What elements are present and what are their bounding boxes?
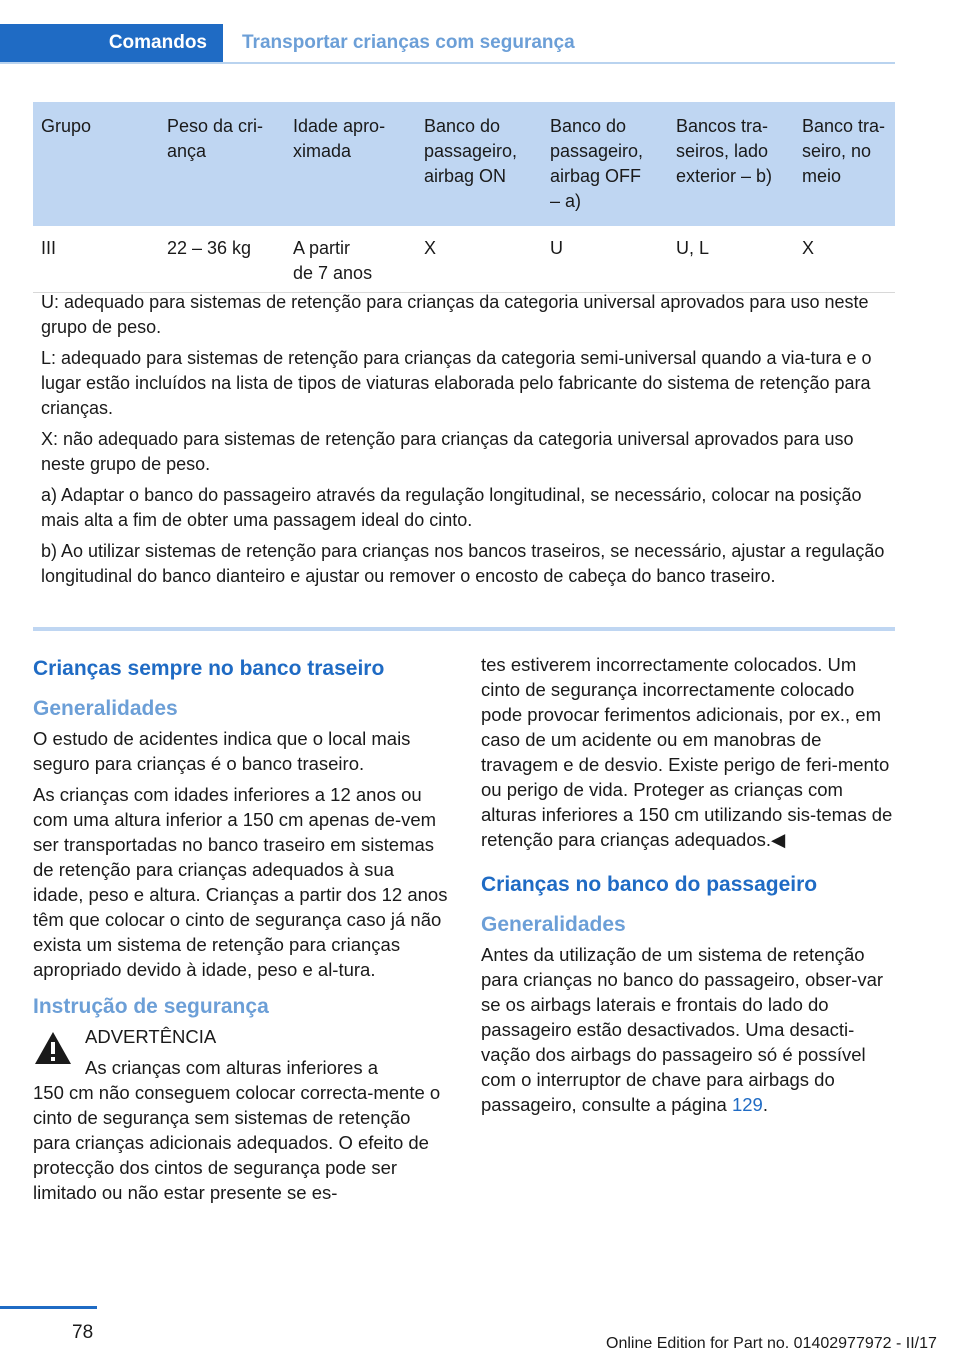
warning-text: 150 cm não conseguem colocar correcta-mente o cinto de segurança sem sistemas de retenção para crianças adicionais adequados. O efeito de protecção dos cintos de segurança pode ser limitado ou não estar presente se es-	[33, 1082, 441, 1203]
table-header-cell: Grupo	[33, 102, 159, 226]
warning-title: ADVERTÊNCIA	[85, 1026, 217, 1047]
subsection-title: Generalidades	[481, 913, 626, 936]
note-x: X: não adequado para sistemas de retenção para crianças da categoria universal aprovados para uso neste grupo de peso.	[41, 429, 854, 474]
paragraph	[481, 942, 897, 1117]
table-header-row	[33, 102, 895, 226]
section-title: Crianças no banco do passageiro	[481, 873, 818, 896]
table-header-cell: Peso da cri- ança	[159, 102, 285, 226]
page-link[interactable]: 129	[731, 1094, 763, 1115]
table-header-cell: Banco do passageiro, airbag ON	[416, 102, 542, 226]
table-header-cell: Bancos tra- seiros, lado exterior – b)	[668, 102, 794, 226]
warning-text-first-line: As crianças com alturas inferiores a	[85, 1057, 379, 1078]
paragraph: O estudo de acidentes indica que o local mais seguro para crianças é o banco traseiro.	[33, 728, 411, 774]
table-cell: U	[542, 226, 668, 293]
table-cell: A partir de 7 anos	[285, 226, 416, 293]
table-header-cell: Idade apro- ximada	[285, 102, 416, 226]
page-number: 78	[72, 1322, 94, 1343]
table-cell: X	[416, 226, 542, 293]
edition-text: Online Edition for Part no. 01402977972 - II/17	[606, 1335, 937, 1352]
table-row	[33, 226, 895, 293]
subsection-title: Instrução de segurança	[33, 995, 269, 1018]
left-column	[33, 652, 449, 1211]
subsection-title: Generalidades	[33, 697, 178, 720]
warning-triangle-icon	[33, 1030, 73, 1066]
footer-divider	[0, 1306, 97, 1309]
note-u: U: adequado para sistemas de retenção para crianças da categoria universal aprovados para uso neste grupo de peso.	[41, 292, 869, 337]
warning-block	[33, 1024, 449, 1080]
note-l: L: adequado para sistemas de retenção para crianças da categoria semi-universal quando a via-tura e o lugar estão incluídos na lista de tipos de viaturas elaborada pelo fabricante do sistema de retenção para crianças.	[41, 348, 872, 418]
table-cell: U, L	[668, 226, 794, 293]
section-title: Crianças sempre no banco traseiro	[33, 657, 385, 680]
table-header-cell: Banco tra- seiro, no meio	[794, 102, 895, 226]
note-b: b) Ao utilizar sistemas de retenção para crianças nos bancos traseiros, se necessário, ajustar a regulação longitudinal do banco dianteiro e ajustar ou remover o encosto de cabeça do banco traseiro.	[41, 541, 885, 586]
table-cell: III	[33, 226, 159, 293]
table-cell: 22 – 36 kg	[159, 226, 285, 293]
right-column	[481, 652, 897, 1123]
paragraph-text: Antes da utilização de um sistema de retenção para crianças no banco do passageiro, obser-var se os airbags laterais e frontais do lado do passageiro estão desactivados. Uma desacti-vação dos airbags do passageiro só é possível com o interruptor de chave para airbags do passageiro, consulte a página	[481, 944, 884, 1115]
tab-transportar-criancas[interactable]: Transportar crianças com segurança	[242, 32, 575, 53]
paragraph-end: .	[762, 1094, 768, 1115]
table-header-cell: Banco do passageiro, airbag OFF – a)	[542, 102, 668, 226]
note-a: a) Adaptar o banco do passageiro através da regulação longitudinal, se necessário, colocar na posição mais alta a fim de obter uma passagem ideal do cinto.	[41, 485, 862, 530]
section-divider	[33, 627, 895, 631]
tab-comandos[interactable]: Comandos	[0, 24, 223, 62]
table-cell: X	[794, 226, 895, 293]
paragraph: As crianças com idades inferiores a 12 anos ou com uma altura inferior a 150 cm apenas de-vem ser transportadas no banco traseiro em sistemas de retenção para crianças adequados à sua idade, peso e altura. Crianças a partir dos 12 anos têm que colocar o cinto de segurança caso já não exista um sistema de retenção para crianças apropriado devido à idade, peso e al-tura.	[33, 784, 448, 980]
page-header	[0, 24, 895, 64]
table-notes	[33, 290, 895, 595]
child-seat-table	[33, 102, 895, 293]
paragraph: tes estiverem incorrectamente colocados. Um cinto de segurança incorrectamente colocado pode provocar ferimentos adicionais, por ex., em caso de um acidente ou em manobras de travagem e de desvio. Existe perigo de feri-mento ou perigo de vida. Proteger as crianças com alturas inferiores a 150 cm utilizando sis-temas de retenção para crianças adequados.◀	[481, 654, 893, 850]
